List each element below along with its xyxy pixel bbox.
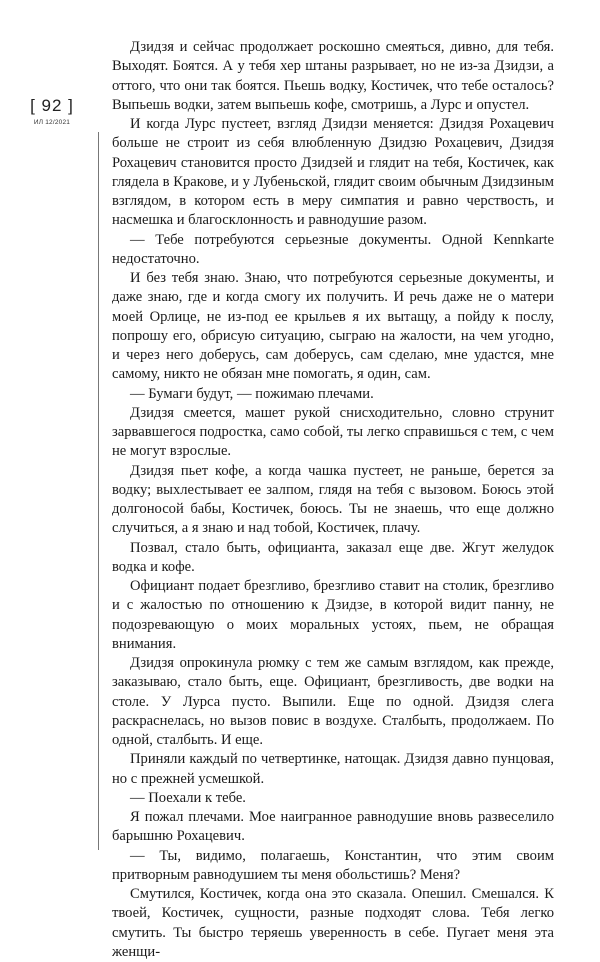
body-text <box>112 38 554 962</box>
paragraph: Дзидзя смеется, машет рукой снисходительно, словно струнит зарвавшегося подростка, само собой, ты легко справишься с тем, с чем не могут взрослые. <box>112 404 554 460</box>
paragraph: — Бумаги будут, — пожимаю плечами. <box>130 385 374 402</box>
page-number: [ 92 ] <box>30 96 74 115</box>
paragraph: И когда Лурс пустеет, взгляд Дзидзи меняется: Дзидзя Рохацевич больше не строит из себя влюбленную Дзидзю Рохацевич, Дзидзя Рохацевич становится просто Дзидзей и глядит на тебя, Костичек, как глядела в Кракове, и у Лубеньской, глядит своим обычным Дзидзиным взглядом, в котором есть в меру симпатия и равно черствость, и насмешка и благосклонность и равнодушие разом. <box>112 116 554 229</box>
paragraph: Официант подает брезгливо, брезгливо ставит на столик, брезгливо и с жалостью по отношению к Дзидзе, в которой видит панну, не подозревающую о моих моральных устоях, пьем, не обращая внимания. <box>112 578 554 652</box>
paragraph: — Поехали к тебе. <box>130 789 246 806</box>
paragraph: — Ты, видимо, полагаешь, Константин, что этим своим притворным равнодушием ты меня обольстишь? Меня? <box>112 847 554 883</box>
paragraph: Дзидзя и сейчас продолжает роскошно смеяться, дивно, для тебя. Выходят. Боятся. А у тебя хер штаны разрывает, но не из-за Дзидзи, а оттого, что они так боятся. Пьешь водку, Костичек, что тебе осталось? Выпьешь водки, затем выпьешь кофе, смотришь, а Лурс и опустел. <box>112 39 554 113</box>
paragraph: Дзидзя опрокинула рюмку с тем же самым взглядом, как прежде, заказываю, стало быть, еще. Официант, брезгливость, две водки на столе. У Лурса пусто. Выпили. Еще по одной. Дзидзя слега раскраснелась, но вызов повис в воздухе. Сталбыть, продолжаем. По одной, сталбыть. И еще. <box>112 655 554 748</box>
journal-issue: ИЛ 12/2021 <box>33 119 71 126</box>
paragraph: Я пожал плечами. Мое наигранное равнодушие вновь развеселило барышню Рохацевич. <box>112 809 554 845</box>
paragraph: Приняли каждый по четвертинке, натощак. Дзидзя давно пунцовая, но с прежней усмешкой. <box>112 751 554 787</box>
margin-rule <box>98 132 99 850</box>
paragraph: Дзидзя пьет кофе, а когда чашка пустеет, не раньше, берется за водку; выхлестывает ее залпом, глядя на тебя с вызовом. Боюсь этой долгоносой бабы, Костичек, боюсь. Ты не знаешь, что еще должно случиться, а я знаю и над тобой, Костичек, плачу. <box>112 462 554 537</box>
paragraph: Позвал, стало быть, официанта, заказал еще две. Жгут желудок водка и кофе. <box>112 539 554 575</box>
paragraph: И без тебя знаю. Знаю, что потребуются серьезные документы, и даже знаю, где и когда смогу их получить. И речь даже не о матери моей Орлице, не из-под ее крыльев я их вытащу, а пойду к послу, попрошу его, обрисую ситуацию, сыграю на жалости, на чем угодно, и через него доберусь, сам доберусь, сам сделаю, мне удастся, мне самому, никто не обязан мне помогать, я один, сам. <box>112 270 554 383</box>
page-margin-info <box>22 96 82 126</box>
paragraph: Смутился, Костичек, когда она это сказала. Опешил. Смешался. К твоей, Костичек, сущности, разные подходят слова. Тебя легко смутить. Ты быстро теряешь уверенность в себе. Пугает меня эта женщи- <box>112 886 554 960</box>
paragraph: — Тебе потребуются серьезные документы. Одной Kennkarte недостаточно. <box>112 231 554 267</box>
